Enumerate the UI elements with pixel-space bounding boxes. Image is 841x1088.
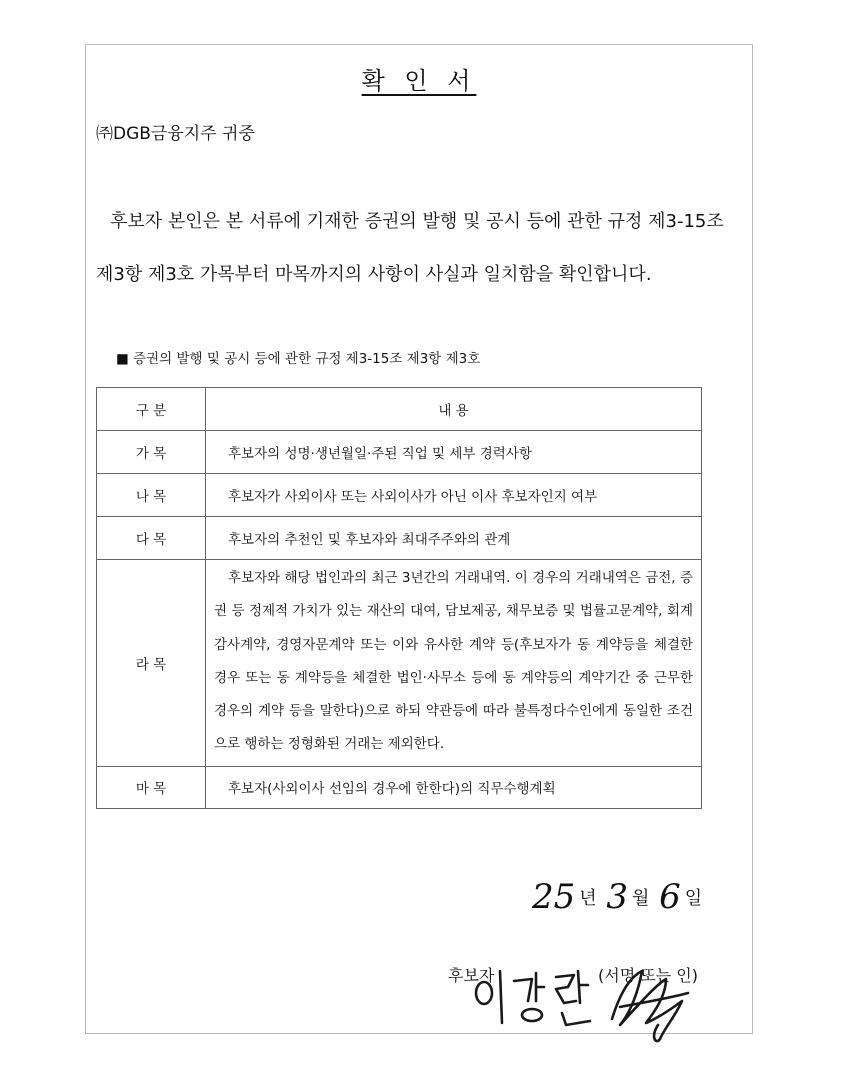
section-label: ■ 증권의 발행 및 공시 등에 관한 규정 제3-15조 제3항 제3호 (116, 351, 481, 367)
row-label: 가 목 (97, 431, 206, 474)
row-content: 후보자의 추천인 및 후보자와 최대주주와의 관계 (206, 517, 702, 560)
row-label: 마 목 (97, 766, 206, 808)
signature-date: 25 년 3 월 6 일 (532, 877, 703, 917)
date-day: 6 (659, 877, 681, 917)
confirmation-statement: 후보자 본인은 본 서류에 기재한 증권의 발행 및 공시 등에 관한 규정 제3-15조 제3항 제3호 가목부터 마목까지의 사항이 사실과 일치함을 확인합니다. (96, 211, 724, 285)
recipient: ㈜DGB금융지주 귀중 (96, 124, 255, 144)
row-label: 다 목 (97, 517, 206, 560)
table-header-row (97, 388, 702, 431)
table-row (97, 560, 702, 767)
row-content: 후보자가 사외이사 또는 사외이사가 아닌 이사 후보자인지 여부 (206, 474, 702, 517)
document-title: 확 인 서 (361, 67, 477, 95)
handwritten-signature (470, 963, 700, 1045)
row-label: 나 목 (97, 474, 206, 517)
row-label: 라 목 (97, 560, 206, 767)
confirmation-document (85, 44, 753, 1034)
header-category: 구 분 (97, 388, 206, 431)
table-row (97, 431, 702, 474)
row-content: 후보자의 성명·생년월일·주된 직업 및 세부 경력사항 (206, 431, 702, 474)
sign-note: (서명 또는 인) (598, 966, 698, 985)
signer-label: 후보자 (448, 966, 495, 985)
items-table (96, 387, 702, 809)
table-row (97, 474, 702, 517)
date-month: 3 (606, 877, 629, 917)
row-content: 후보자(사외이사 선임의 경우에 한한다)의 직무수행계획 (206, 766, 702, 808)
row-content: 후보자와 해당 법인과의 최근 3년간의 거래내역. 이 경우의 거래내역은 금전, 증권 등 정제적 가치가 있는 재산의 대여, 담보제공, 채무보증 및 법률고문계약, 회계감사계약, 경영자문계약 또는 이와 유사한 계약 등(후보자가 동 계약등을 체결한 경우 또는 동 계약등을 체결한 법인·사무소 등에 동 계약등의 계약기간 중 근무한 경우의 계약 등을 말한다)으로 하되 약관등에 따라 불특정다수인에게 동일한 조건으로 행하는 정형화된 거래는 제외한다. (206, 560, 702, 767)
table-row (97, 517, 702, 560)
table-row (97, 766, 702, 808)
header-content: 내 용 (206, 388, 702, 431)
date-year: 25 (532, 877, 576, 917)
